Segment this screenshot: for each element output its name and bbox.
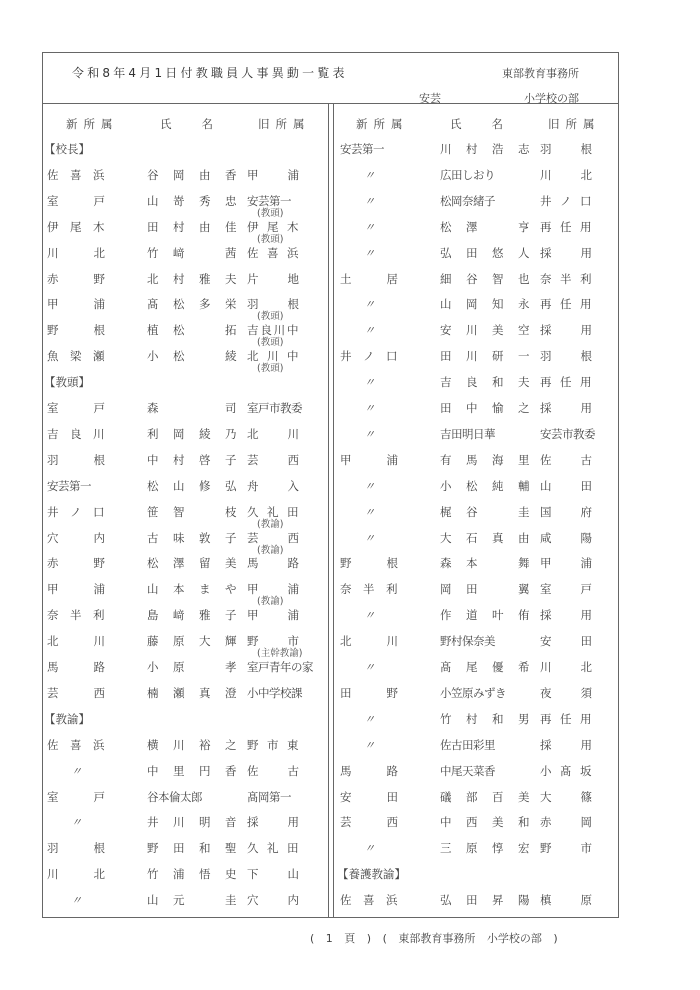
- transfer-row: [340, 530, 600, 548]
- new-post: 佐 喜 浜: [47, 737, 105, 752]
- transfer-row: [340, 271, 600, 289]
- old-post: 野 市: [540, 841, 592, 856]
- old-post: 採 用: [247, 815, 299, 830]
- old-post: 下 山: [247, 867, 299, 882]
- old-post: 再 任 用: [540, 297, 592, 312]
- ditto-mark: 〃: [364, 246, 375, 260]
- page-footer: [310, 930, 558, 946]
- transfer-row: [47, 737, 307, 755]
- old-post: 髙岡第一: [247, 789, 291, 804]
- staff-name: 吉 良 和 夫: [440, 375, 530, 390]
- new-post: 芸 西: [47, 685, 105, 700]
- new-post: 井 ノ 口: [47, 504, 105, 519]
- staff-name: 野村保奈美: [440, 634, 495, 649]
- new-post: 赤 野: [47, 556, 105, 571]
- page-number: ( 1 頁 ): [310, 932, 372, 945]
- staff-name: 中尾天菜香: [440, 763, 495, 778]
- transfer-row: [47, 633, 307, 660]
- ditto-mark: 〃: [364, 376, 375, 390]
- staff-name: 山 本 ま や: [147, 582, 237, 597]
- new-post: 芸 西: [340, 815, 398, 830]
- old-post: 伊 尾 木: [247, 219, 299, 234]
- staff-name: 山 元 圭: [147, 893, 237, 908]
- old-post: 佐 古: [540, 452, 592, 467]
- staff-name: 竹 村 和 男: [440, 711, 530, 726]
- transfer-row: [47, 763, 307, 781]
- transfer-row: [340, 763, 600, 781]
- new-post: 北 川: [340, 634, 398, 649]
- old-post: 穴 内: [247, 893, 299, 908]
- new-post: 佐 喜 浜: [340, 893, 398, 908]
- old-post: 国 府: [540, 504, 592, 519]
- transfer-row: [47, 478, 307, 496]
- staff-name: 髙 尾 優 希: [440, 660, 530, 674]
- old-post: 川 北: [540, 660, 592, 674]
- section-heading: 【養護教諭】: [337, 867, 406, 882]
- staff-name: 笹 智 枝: [147, 504, 237, 519]
- staff-name: 小 松 綾: [147, 349, 237, 364]
- old-post: 槙 原: [540, 893, 592, 908]
- staff-name: 田 川 研 一: [440, 349, 530, 364]
- previous-role-note: (教頭): [257, 337, 284, 349]
- previous-role-note: (教諭): [257, 544, 284, 556]
- new-post: 奈 半 利: [47, 608, 105, 623]
- old-post: 馬 路: [247, 556, 299, 571]
- staff-name: 松岡奈緒子: [440, 193, 495, 208]
- transfer-row: [340, 711, 600, 729]
- new-post: 穴 内: [47, 530, 105, 545]
- old-post: 佐 喜 浜: [247, 245, 299, 260]
- old-post: 芸 西: [247, 452, 299, 467]
- left-col-new-header: 新所属: [66, 117, 119, 131]
- transfer-row: [340, 348, 600, 366]
- staff-name: 竹 﨑 茜: [147, 245, 237, 260]
- transfer-row: [47, 296, 307, 323]
- staff-name: 谷本倫太郎: [147, 789, 202, 804]
- staff-name: 松 澤 亨: [440, 219, 530, 234]
- old-post: 井 ノ 口: [540, 193, 592, 208]
- ditto-mark: 〃: [71, 764, 82, 778]
- transfer-row: [47, 245, 307, 263]
- transfer-row: [47, 607, 307, 625]
- ditto-mark: 〃: [364, 402, 375, 415]
- new-post: 羽 根: [47, 452, 105, 467]
- section-heading: 【教頭】: [44, 375, 90, 390]
- new-post: 馬 路: [340, 763, 398, 778]
- staff-name: 細 谷 智 也: [440, 271, 530, 286]
- transfer-row: [47, 322, 307, 349]
- transfer-row: [47, 271, 307, 289]
- new-post: 安芸第一: [47, 478, 91, 493]
- staff-name: 髙 松 多 栄: [147, 297, 237, 312]
- staff-name: 森 司: [147, 401, 237, 415]
- staff-name: 広田しおり: [440, 167, 495, 182]
- ditto-mark: 〃: [364, 531, 375, 545]
- transfer-row: [340, 892, 600, 910]
- right-col-new-header: 新所属: [356, 117, 409, 131]
- ditto-mark: 〃: [364, 712, 375, 726]
- staff-name: 中 村 啓 子: [147, 452, 237, 467]
- transfer-row: [340, 737, 600, 755]
- old-post: 再 任 用: [540, 375, 592, 390]
- staff-name: 松 澤 留 美: [147, 556, 237, 571]
- new-post: 馬 路: [47, 660, 105, 674]
- transfer-row: [47, 348, 307, 375]
- staff-name: 三 原 惇 宏: [440, 841, 530, 856]
- staff-name: 弘 田 悠 人: [440, 245, 530, 260]
- previous-role-note: (教頭): [257, 233, 284, 245]
- staff-name: 山 岡 知 永: [440, 297, 530, 312]
- old-post: 羽 根: [540, 349, 592, 364]
- new-post: 吉 良 川: [47, 426, 105, 441]
- staff-name: 楠 瀬 真 澄: [147, 685, 237, 700]
- new-post: 川 北: [47, 245, 105, 260]
- ditto-mark: 〃: [364, 842, 375, 856]
- section-heading: 【教諭】: [44, 711, 90, 726]
- old-post: 羽 根: [540, 142, 592, 156]
- new-post: 川 北: [47, 867, 105, 882]
- area-name: 安芸: [419, 92, 441, 105]
- ditto-mark: 〃: [364, 609, 375, 623]
- old-post: 佐 古: [247, 763, 299, 778]
- transfer-row: [47, 840, 307, 858]
- left-col-old-header: 旧所属: [258, 117, 311, 131]
- old-post: 久 礼 田: [247, 504, 299, 519]
- new-post: 赤 野: [47, 271, 105, 286]
- staff-name: 大 石 真 由: [440, 530, 530, 545]
- staff-name: 谷 岡 由 香: [147, 167, 237, 182]
- old-post: 室戸市教委: [247, 401, 302, 415]
- transfer-row: [340, 581, 600, 599]
- old-post: 甲 浦: [247, 582, 299, 597]
- staff-name: 山 嵜 秀 忠: [147, 193, 237, 208]
- old-post: 久 礼 田: [247, 841, 299, 856]
- ditto-mark: 〃: [364, 479, 375, 493]
- old-post: 北 川 中: [247, 349, 299, 364]
- staff-name: 小 原 孝: [147, 660, 237, 674]
- previous-role-note: (教頭): [257, 207, 284, 219]
- staff-name: 田 村 由 佳: [147, 219, 237, 234]
- page-title: 令和8年4月1日付教職員人事異動一覧表: [72, 66, 348, 80]
- previous-role-note: (教諭): [257, 596, 284, 608]
- transfer-row: [340, 296, 600, 314]
- old-post: 安 田: [540, 634, 592, 649]
- ditto-mark: 〃: [71, 816, 82, 830]
- old-post: 咸 陽: [540, 530, 592, 545]
- old-post: 舟 入: [247, 478, 299, 493]
- old-post: 川 北: [540, 167, 592, 182]
- transfer-row: [47, 555, 307, 573]
- staff-name: 小 松 純 輔: [440, 478, 530, 493]
- staff-name: 川 村 浩 志: [440, 142, 530, 156]
- new-post: 北 川: [47, 634, 105, 649]
- transfer-row: [340, 659, 600, 677]
- old-post: 片 地: [247, 271, 299, 286]
- transfer-row: [47, 814, 307, 832]
- old-post: 甲 浦: [247, 167, 299, 182]
- transfer-row: [47, 167, 307, 185]
- ditto-mark: 〃: [364, 194, 375, 208]
- new-post: 室 戸: [47, 401, 105, 415]
- new-post: 甲 浦: [47, 297, 105, 312]
- transfer-row: [47, 193, 307, 219]
- new-post: 甲 浦: [340, 452, 398, 467]
- office-name: 東部教育事務所: [502, 67, 579, 80]
- transfer-row: [340, 814, 600, 832]
- old-post: 室 戸: [540, 582, 592, 597]
- transfer-row: [47, 426, 307, 444]
- staff-name: 北 村 雅 夫: [147, 271, 237, 286]
- ditto-mark: 〃: [364, 298, 375, 312]
- previous-role-note: (主幹教諭): [257, 648, 303, 660]
- staff-name: 井 川 明 音: [147, 815, 237, 830]
- ditto-mark: 〃: [364, 168, 375, 182]
- transfer-row: [340, 374, 600, 392]
- old-post: 赤 岡: [540, 815, 592, 830]
- ditto-mark: 〃: [364, 661, 375, 674]
- transfer-row: [340, 167, 600, 185]
- staff-name: 礒 部 百 美: [440, 789, 530, 804]
- old-post: 北 川: [247, 426, 299, 441]
- new-post: 井 ノ 口: [340, 349, 398, 364]
- new-post: 佐 喜 浜: [47, 167, 105, 182]
- old-post: 野 市: [247, 634, 299, 649]
- transfer-row: [340, 607, 600, 625]
- old-post: 甲 浦: [540, 556, 592, 571]
- old-post: 小 髙 坂: [540, 763, 592, 778]
- old-post: 大 篠: [540, 789, 592, 804]
- new-post: 羽 根: [47, 841, 105, 856]
- old-post: 吉 良 川 中: [247, 323, 299, 338]
- staff-name: 中 里 円 香: [147, 763, 237, 778]
- ditto-mark: 〃: [71, 894, 82, 908]
- transfer-row: [340, 685, 600, 703]
- staff-name: 小笠原みずき: [440, 685, 506, 700]
- staff-name: 梶 谷 圭: [440, 504, 530, 519]
- old-post: 野 市 東: [247, 737, 299, 752]
- new-post: 室 戸: [47, 193, 105, 208]
- old-post: 安芸市教委: [540, 426, 595, 441]
- transfer-row: [340, 193, 600, 211]
- ditto-mark: 〃: [364, 427, 375, 441]
- old-post: 甲 浦: [247, 608, 299, 623]
- new-post: 室 戸: [47, 789, 105, 804]
- right-col-old-header: 旧所属: [548, 117, 601, 131]
- transfer-row: [340, 555, 600, 573]
- transfer-row: [340, 633, 600, 651]
- new-post: 田 野: [340, 685, 398, 700]
- new-post: 奈 半 利: [340, 582, 398, 597]
- staff-name: 安 川 美 空: [440, 323, 530, 338]
- old-post: 採 用: [540, 737, 592, 752]
- transfer-row: [47, 452, 307, 470]
- staff-name: 佐古田彩里: [440, 737, 495, 752]
- column-divider-right: [333, 103, 334, 918]
- previous-role-note: (教頭): [257, 311, 284, 323]
- transfer-row: [340, 400, 600, 418]
- old-post: 夜 須: [540, 685, 592, 700]
- staff-name: 野 田 和 聖: [147, 841, 237, 856]
- transfer-row: [47, 892, 307, 910]
- new-post: 野 根: [340, 556, 398, 571]
- transfer-row: [47, 504, 307, 530]
- new-post: 伊 尾 木: [47, 219, 105, 234]
- new-post: 安 田: [340, 789, 398, 804]
- new-post: 安芸第一: [340, 142, 384, 156]
- new-post: 魚 梁 瀬: [47, 349, 105, 364]
- ditto-mark: 〃: [364, 738, 375, 752]
- transfer-row: [47, 866, 307, 884]
- old-post: 芸 西: [247, 530, 299, 545]
- staff-name: 島 﨑 雅 子: [147, 608, 237, 623]
- transfer-row: [340, 478, 600, 496]
- transfer-row: [340, 504, 600, 522]
- new-post: 土 居: [340, 271, 398, 286]
- previous-role-note: (教諭): [257, 518, 284, 530]
- section-heading: 【校長】: [44, 142, 90, 156]
- old-post: 小中学校課: [247, 685, 302, 700]
- old-post: 採 用: [540, 323, 592, 338]
- staff-name: 有 馬 海 里: [440, 452, 530, 467]
- left-col-name-header: 氏名: [160, 117, 243, 131]
- old-post: 安芸第一: [247, 193, 291, 208]
- ditto-mark: 〃: [364, 220, 375, 234]
- old-post: 室戸青年の家: [247, 660, 313, 674]
- right-col-name-header: 氏名: [450, 117, 533, 131]
- transfer-row: [47, 789, 307, 807]
- new-post: 甲 浦: [47, 582, 105, 597]
- transfer-row: [47, 581, 307, 608]
- staff-name: 竹 浦 悟 史: [147, 867, 237, 882]
- staff-name: 植 松 拓: [147, 323, 237, 338]
- old-post: 採 用: [540, 401, 592, 415]
- staff-name: 田 中 愉 之: [440, 401, 530, 415]
- old-post: 採 用: [540, 245, 592, 260]
- ditto-mark: 〃: [364, 505, 375, 519]
- staff-name: 松 山 修 弘: [147, 478, 237, 493]
- old-post: 羽 根: [247, 297, 299, 312]
- previous-role-note: (教頭): [257, 363, 284, 375]
- staff-name: 岡 田 翼: [440, 582, 530, 597]
- new-post: 野 根: [47, 323, 105, 338]
- staff-name: 弘 田 昇 陽: [440, 893, 530, 908]
- staff-name: 中 西 美 和: [440, 815, 530, 830]
- transfer-row: [340, 141, 600, 159]
- old-post: 採 用: [540, 608, 592, 623]
- staff-name: 作 道 叶 侑: [440, 608, 530, 623]
- old-post: 山 田: [540, 478, 592, 493]
- transfer-row: [47, 530, 307, 556]
- transfer-row: [340, 245, 600, 263]
- old-post: 奈 半 利: [540, 271, 592, 286]
- footer-office: ( 東部教育事務所 小学校の部 ): [382, 932, 558, 945]
- ditto-mark: 〃: [364, 324, 375, 338]
- staff-name: 森 本 舞: [440, 556, 530, 571]
- staff-name: 横 川 裕 之: [147, 737, 237, 752]
- transfer-row: [340, 322, 600, 340]
- transfer-row: [340, 219, 600, 237]
- transfer-row: [47, 219, 307, 245]
- transfer-row: [340, 452, 600, 470]
- transfer-row: [340, 426, 600, 444]
- transfer-row: [47, 659, 313, 677]
- old-post: 再 任 用: [540, 711, 592, 726]
- column-divider-left: [328, 103, 329, 918]
- staff-name: 古 味 敦 子: [147, 530, 237, 545]
- transfer-row: [47, 685, 307, 703]
- transfer-row: [47, 400, 307, 418]
- division-name: 小学校の部: [524, 92, 579, 105]
- old-post: 再 任 用: [540, 219, 592, 234]
- transfer-row: [340, 840, 600, 858]
- staff-name: 藤 原 大 輝: [147, 634, 237, 649]
- transfer-row: [340, 789, 600, 807]
- staff-name: 利 岡 綾 乃: [147, 426, 237, 441]
- staff-name: 吉田明日華: [440, 426, 495, 441]
